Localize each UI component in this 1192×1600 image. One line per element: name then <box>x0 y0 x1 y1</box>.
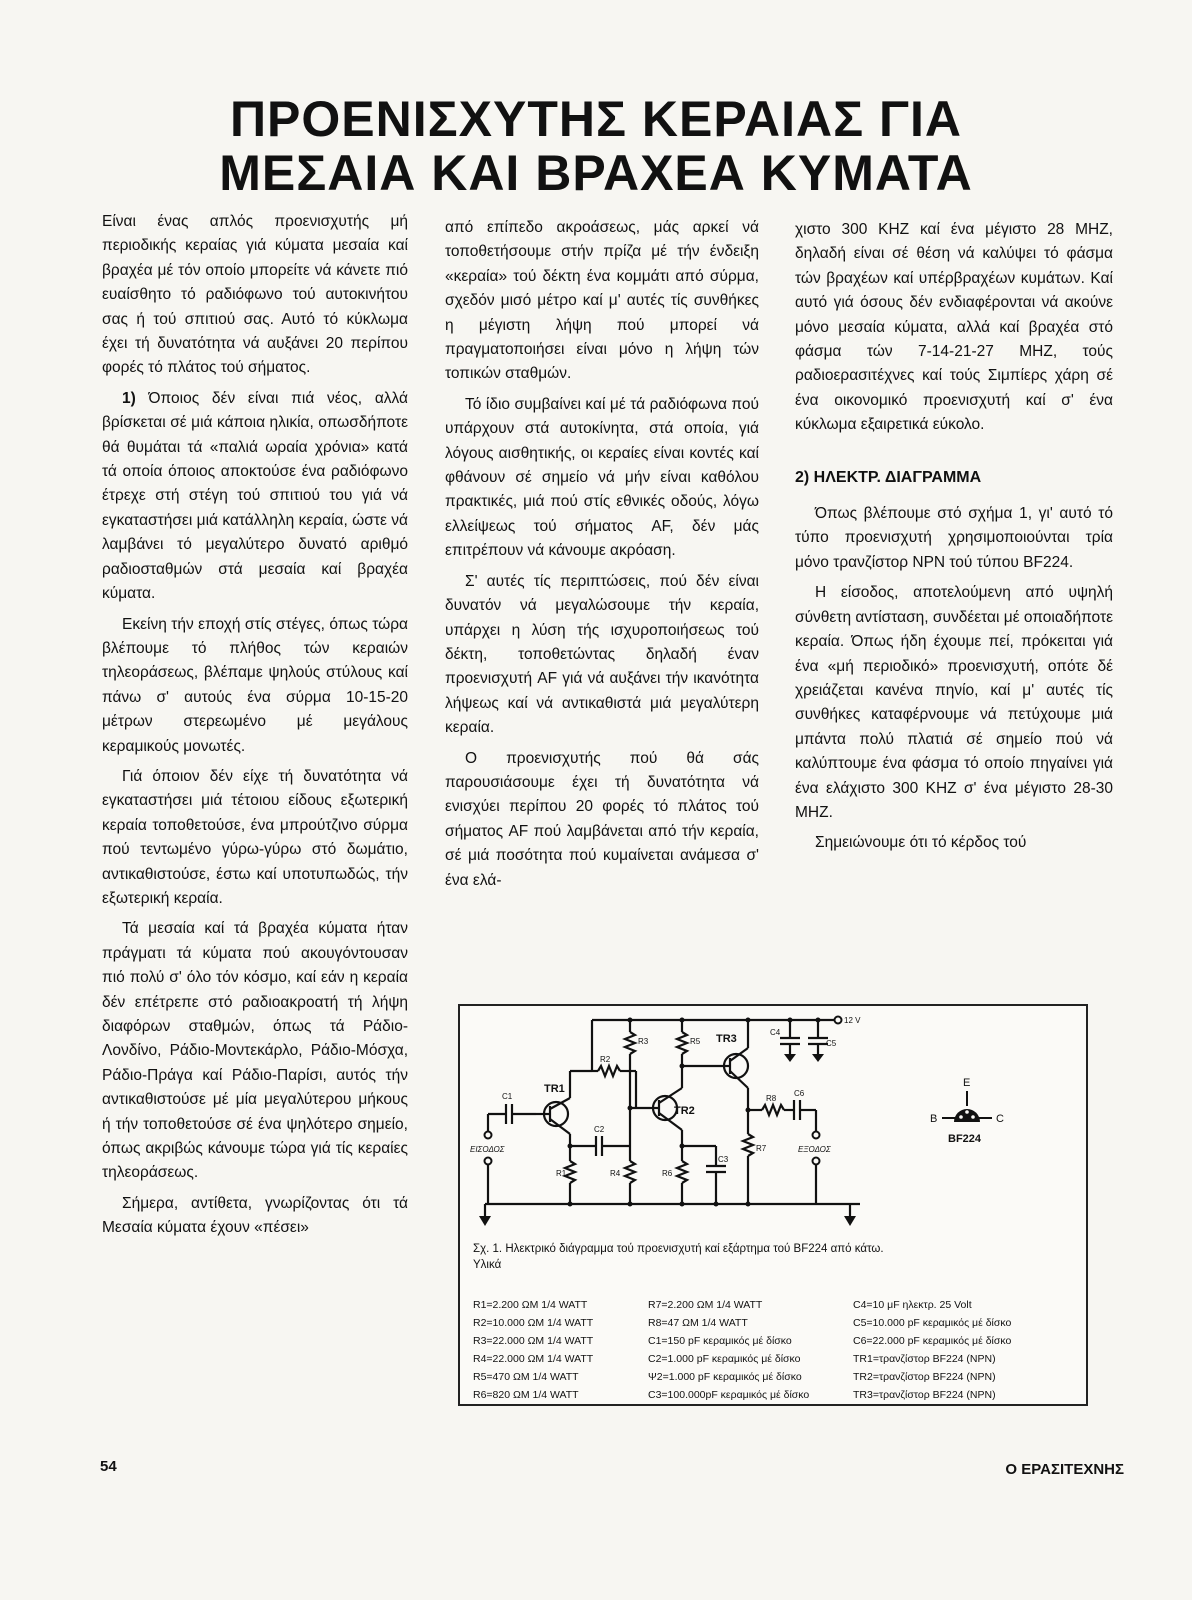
pin-e-label: E <box>963 1077 971 1089</box>
paragraph: Σήμερα, αντίθετα, γνωρίζοντας ότι τά Μεσαία κύματα έχουν «πέσει» <box>102 1194 408 1237</box>
text-column-2 <box>445 216 759 893</box>
part-item: R3=22.000 ΩΜ 1/4 WATT <box>473 1335 594 1347</box>
part-item: R8=47 ΩΜ 1/4 WATT <box>648 1317 748 1329</box>
title-line-2: ΜΕΣΑΙΑ ΚΑΙ ΒΡΑΧΕΑ ΚΥΜΑΤΑ <box>219 145 973 201</box>
parts-column <box>648 1296 809 1404</box>
c4-label: C4 <box>770 1028 781 1037</box>
part-item: C4=10 μF ηλεκτρ. 25 Volt <box>853 1299 972 1311</box>
text-column-3 <box>795 218 1113 856</box>
paragraph: Είναι ένας απλός προενισχυτής μή περιοδικής κεραίας γιά κύματα μεσαία καί βραχέα μέ τόν οποίο μπορείτε νά κάνετε πιό ευαίσθητο τό ραδιόφωνο τού αυτοκινήτου σας ή τού σπιτιού σας. Αυτό τό κύκλωμα έχει τή δυνατότητα νά αυξάνει 20 περίπου φορές τό πλάτος τού σήματος. <box>102 213 408 377</box>
part-item: C6=22.000 pF κεραμικός μέ δίσκο <box>853 1335 1012 1347</box>
article-title <box>0 92 1192 200</box>
c1-label: C1 <box>502 1092 513 1101</box>
section-number: 1) <box>122 389 136 407</box>
tr2-label: TR2 <box>674 1105 695 1117</box>
tr3-label: TR3 <box>716 1033 737 1045</box>
r1-label: R1 <box>556 1169 567 1178</box>
part-item: TR3=τρανζίστορ BF224 (NPN) <box>853 1389 996 1401</box>
page-number: 54 <box>100 1458 117 1475</box>
paragraph: Τό ίδιο συμβαίνει καί μέ τά ραδιόφωνα πού υπάρχουν στά αυτοκίνητα, στά οποία, γιά λόγους αισθητικής, οι κεραίες είναι κοντές καί φθάνουν σέ σημείο νά μήν είναι καθόλου πρακτικές, μιά πού στίς εθνικές οδούς, λόγω ελλείψεως τού σήματος AF, δέν μάς επιτρέπουν νά κάνουμε ακρόαση. <box>445 395 759 560</box>
magazine-name: Ο ΕΡΑΣΙΤΕΧΝΗΣ <box>1005 1461 1124 1478</box>
paragraph: Όπως βλέπουμε στό σχήμα 1, γι' αυτό τό τύπο προενισχυτή χρησιμοποιούνται τρία μόνο τρανζίστορ NPN τού τύπου BF224. <box>795 505 1113 571</box>
paragraph: από επίπεδο ακροάσεως, μάς αρκεί νά τοποθετήσουμε στήν πρίζα μέ τήν ένδειξη «κεραία» τού δέκτη ένα κομμάτι από σύρμα, σχεδόν μισό μέτρο καί μ' αυτές τίς συνθήκες η μέγιστη λήψη πού μπορεί νά πραγματοποιήσει είναι μόνο η λήψη τών τοπικών σταθμών. <box>445 219 759 383</box>
part-item: R5=470 ΩΜ 1/4 WATT <box>473 1371 579 1383</box>
paragraph: Σημειώνουμε ότι τό κέρδος τού <box>815 834 1027 852</box>
input-label: ΕΙΣΟΔΟΣ <box>470 1145 505 1154</box>
part-item: R2=10.000 ΩΜ 1/4 WATT <box>473 1317 594 1329</box>
r5-label: R5 <box>690 1037 701 1046</box>
pin-c-label: C <box>996 1113 1004 1125</box>
r4-label: R4 <box>610 1169 621 1178</box>
c3-label: C3 <box>718 1155 729 1164</box>
paragraph: Η είσοδος, αποτελούμενη από υψηλή σύνθετη αντίσταση, συνδέεται μέ οποιαδήποτε κεραία. Όπως ήδη έχουμε πεί, πρόκειται γιά ένα «μή περιοδικό» προενισχυτή, οπότε δέ χρειάζεται κανένα πηνίο, καί μ' αυτές τίς συνθήκες καταφέρνουμε νά πετύχουμε μιά μπάντα πολύ πλατιά σέ σημείο πού νά καλύπτουμε ένα φάσμα τό οποίο πηγαίνει γιά ένα ελάχιστο 300 KHZ σ' ένα μέγιστο 28-30 MHZ. <box>795 584 1113 821</box>
paragraph: Γιά όποιον δέν είχε τή δυνατότητα νά εγκαταστήσει μιά τέτοιου είδους εξωτερική κεραία τοποθετούσε, ένα μπρούτζινο σύρμα πού τεντωμένο γύρω-γύρω στό δωμάτιο, αντικαθιστούσε, έστω καί υποτυπωδώς, τήν εξωτερική κεραία. <box>102 767 408 907</box>
text-column-1 <box>102 210 408 1241</box>
c2-label: C2 <box>594 1125 605 1134</box>
paragraph: Σ' αυτές τίς περιπτώσεις, πού δέν είναι δυνατόν νά μεγαλώσουμε τήν κεραία, υπάρχει η λύση τής ισχυροποιήσεως τού δέκτη, τοποθετώντας δηλαδή έναν προενισχυτή AF γιά νά αυξάνει τήν ικανότητα λήψεως καί νά αντικαθιστά μιά μεγαλύτερη κεραία. <box>445 572 759 737</box>
output-label: ΕΞΟΔΟΣ <box>798 1145 831 1154</box>
r2-label: R2 <box>600 1055 611 1064</box>
part-item: C1=150 pF κεραμικός μέ δίσκο <box>648 1335 792 1347</box>
r3-label: R3 <box>638 1037 649 1046</box>
section-heading: 2) ΗΛΕΚΤΡ. ΔΙΑΓΡΑΜΜΑ <box>795 468 982 486</box>
pin-b-label: B <box>930 1113 938 1125</box>
part-item: C5=10.000 pF κεραμικός μέ δίσκο <box>853 1317 1012 1329</box>
figure-caption <box>473 1241 1073 1273</box>
part-item: Ψ2=1.000 pF κεραμικός μέ δίσκο <box>648 1371 802 1383</box>
part-item: R1=2.200 ΩΜ 1/4 WATT <box>473 1299 588 1311</box>
paragraph: χιστο 300 KHZ καί ένα μέγιστο 28 MHZ, δηλαδή είναι σέ θέση νά καλύψει τό φάσμα τών βραχέων καί υπέρβραχέων κυμάτων. Καί αυτό γιά όσους δέν ενδιαφέρονται νά ακούνε μόνο μεσαία κύματα, αλλά καί βραχέα στό φάσμα τών 7-14-21-27 MHZ, τούς ραδιοερασιτέχνες καί τούς Σιμπίερς χάρη σέ ένα οικονομικό προενισχυτή καί σ' ένα κύκλωμα εξαιρετικά εύκολο. <box>795 221 1113 434</box>
supply-label: 12 V <box>844 1016 861 1025</box>
c6-label: C6 <box>794 1089 805 1098</box>
title-line-1: ΠΡΟΕΝΙΣΧΥΤΗΣ ΚΕΡΑΙΑΣ ΓΙΑ <box>229 91 963 147</box>
circuit-schematic <box>460 1006 1086 1238</box>
parts-column <box>853 1296 1011 1404</box>
bf224-label: BF224 <box>948 1133 982 1145</box>
parts-column <box>473 1296 593 1404</box>
tr1-label: TR1 <box>544 1083 565 1095</box>
paragraph: Ο προενισχυτής πού θά σάς παρουσιάσουμε έχει τή δυνατότητα νά ενισχύει περίπου 20 φορές τό πλάτος τού σήματος AF πού λαμβάνεται από τήν κεραία, σέ μιά ποσότητα πού κυμαίνεται ανάμεσα σ' ένα ελά- <box>445 749 759 889</box>
figure-box <box>458 1004 1088 1406</box>
r6-label: R6 <box>662 1169 673 1178</box>
part-item: R7=2.200 ΩΜ 1/4 WATT <box>648 1299 763 1311</box>
c5-label: C5 <box>826 1039 837 1048</box>
part-item: C3=100.000pF κεραμικός μέ δίσκο <box>648 1389 810 1401</box>
parts-title: Υλικά <box>473 1259 502 1271</box>
part-item: TR1=τρανζίστορ BF224 (NPN) <box>853 1353 996 1365</box>
paragraph-text: Όποιος δέν είναι πιά νέος, αλλά βρίσκεται σέ μιά κάποια ηλικία, οπωσδήποτε θά θυμάται τά «παλιά ωραία χρόνια» κατά τά οποία όποιος αποκτούσε ένα ραδιόφωνο έτρεχε στή στέγη τού σπιτιού του γιά νά εγκαταστήσει μιά κατάλληλη κεραία, ώστε νά λαμβάνει τό μεγαλύτερο δυνατό αριθμό ραδιοσταθμών στά μεσαία καί βραχέα κύματα. <box>102 389 408 603</box>
part-item: TR2=τρανζίστορ BF224 (NPN) <box>853 1371 996 1383</box>
paragraph: Τά μεσαία καί τά βραχέα κύματα ήταν πράγματι τά κύματα πού ακουγόντουσαν πιό πολύ σ' όλο τόν κόσμο, καί εάν η κεραία δέν επέτρεπε στό ραδιοακροατή τή λήψη διαφόρων σταθμών, όπως τά Ράδιο-Λονδίνο, Ράδιο-Μοντεκάρλο, Ράδιο-Μόσχα, Ράδιο-Πράγα καί Ράδιο-Παρίσι, αυτός τήν αντικαθιστούσε μέ μία μεγαλύτερου μήκους ή τήν τοποθετούσε σέ ένα ψηλότερο σημείο, όπως ακριβώς κάνουμε τώρα γιά τίς κεραίες τηλεοράσεως. <box>102 920 408 1182</box>
paragraph <box>102 387 408 607</box>
bf224-pinout <box>930 1077 1004 1145</box>
r7-label: R7 <box>756 1144 767 1153</box>
part-item: R6=820 ΩΜ 1/4 WATT <box>473 1389 579 1401</box>
r8-label: R8 <box>766 1094 777 1103</box>
part-item: R4=22.000 ΩΜ 1/4 WATT <box>473 1353 594 1365</box>
part-item: C2=1.000 pF κεραμικός μέ δίσκο <box>648 1353 801 1365</box>
caption-text: Σχ. 1. Ηλεκτρικό διάγραμμα τού προενισχυτή καί εξάρτημα τού BF224 από κάτω. <box>473 1243 884 1255</box>
paragraph: Εκείνη τήν εποχή στίς στέγες, όπως τώρα βλέπουμε τό πλήθος τών κεραιών τηλεοράσεως, βλέπαμε ψηλούς στύλους καί πάνω σ' αυτούς ένα σύρμα 10-15-20 μέτρων στερεωμένο μέ μεγάλους κεραμικούς μονωτές. <box>102 615 408 755</box>
